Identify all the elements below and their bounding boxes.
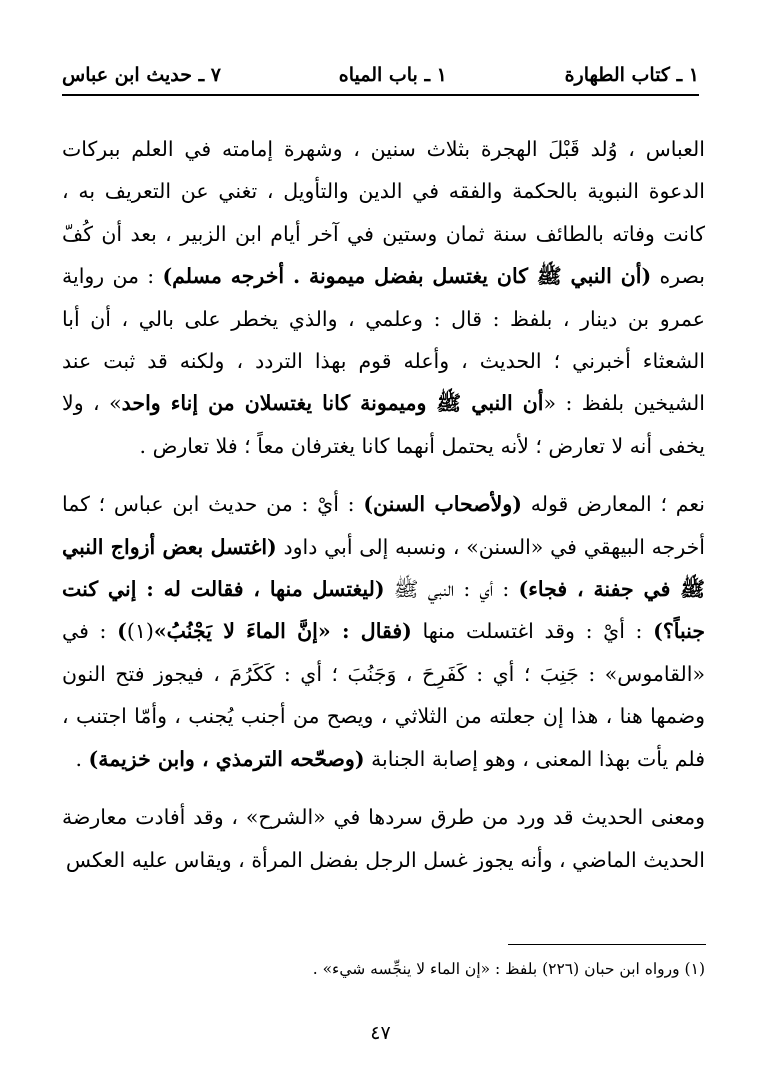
text-segment: : في «القاموس» : جَنِبَ ؛ أي : كَفَرِحَ ، وَجَنُبَ ؛ أي : كَكَرُمَ ، فيجوز فتح النون وضمها هنا ، هذا إن جعلته من الثلاثي ، ويصح من أجنب يُجنب ، وأمّا اجتنب ، فلم يأت بهذا المعنى ، وهو إصابة الجنابة [62, 619, 705, 771]
bold-quote-segment: (أن النبي ﷺ كان يغتسل بفضل ميمونة . أخرجه مسلم) [162, 264, 652, 289]
header-book-title: ١ ـ كتاب الطهارة [564, 64, 699, 86]
text-segment: نعم ؛ المعارض قوله [521, 492, 706, 517]
bold-quote-segment: (فقال : «إنَّ الماءَ لا يَجْنُبُ» [153, 619, 412, 644]
footnote: (١) ورواه ابن حبان (٢٢٦) بلفظ : «إن الماء لا ينجِّسه شيء» . [312, 960, 705, 978]
bold-quote-segment: (وصحّحه الترمذي ، وابن خزيمة) [88, 746, 365, 771]
text-segment: : أي : النبي ﷺ [384, 577, 519, 602]
text-segment: (١) [126, 619, 154, 644]
text-segment: » ، ولا يخفى أنه لا تعارض ؛ لأنه يحتمل أنهما كانا يغترفان معاً ؛ فلا تعارض . [62, 391, 705, 458]
page-number: ٤٧ [370, 1022, 391, 1044]
text-segment: ومعنى الحديث قد ورد من طرق سردها في «الشرح» ، وقد أفادت معارضة الحديث الماضي ، وأنه يجوز غسل الرجل بفضل المرأة ، ويقاس عليه العكس [62, 805, 705, 872]
header-chapter-title: ١ ـ باب المياه [338, 64, 447, 86]
header-divider [62, 94, 699, 96]
bold-quote-segment: ) [117, 619, 127, 644]
main-text [62, 128, 705, 881]
paragraph-3 [62, 796, 705, 881]
footnote-divider [508, 944, 706, 945]
text-segment: : أيْ : وقد اغتسلت منها [411, 619, 654, 644]
text-segment: العباس ، وُلد قَبْلَ الهجرة بثلاث سنين ، وشهرة إمامته في العلم ببركات الدعوة النبوية بالحكمة والفقه في الدين والتأويل ، تغني عن التعريف به ، كانت وفاته بالطائف سنة ثمان وستين في آخر أيام ابن الزبير ، بعد أن كُفّ بصره [62, 137, 706, 289]
header-hadith-title: ٧ ـ حديث ابن عباس [62, 64, 222, 86]
running-header [62, 58, 699, 92]
text-segment: . [75, 746, 89, 771]
text-segment: : من رواية عمرو بن دينار ، بلفظ : قال : وعلمي ، والذي يخطر على بالي ، أن أبا الشعثاء أخبرني ؛ الحديث ، وأعله قوم بهذا التردد ، ولكنه قد ثبت عند الشيخين بلفظ : « [62, 264, 705, 416]
bold-quote-segment: (اغتسل بعض أزواج النبي ﷺ في جفنة ، فجاء) [62, 534, 705, 602]
bold-quote-segment: (ولأصحاب السنن) [363, 492, 522, 517]
text-segment: : أيْ : من حديث ابن عباس ؛ كما أخرجه البيهقي في «السنن» ، ونسبه إلى أبي داود [62, 492, 705, 559]
paragraph-1 [62, 128, 705, 467]
bold-quote-segment: أن النبي ﷺ وميمونة كانا يغتسلان من إناء واحد [121, 391, 544, 416]
bold-quote-segment: (ليغتسل منها ، فقالت له : إني كنت جنباً؟) [62, 577, 706, 644]
paragraph-2 [62, 483, 705, 780]
